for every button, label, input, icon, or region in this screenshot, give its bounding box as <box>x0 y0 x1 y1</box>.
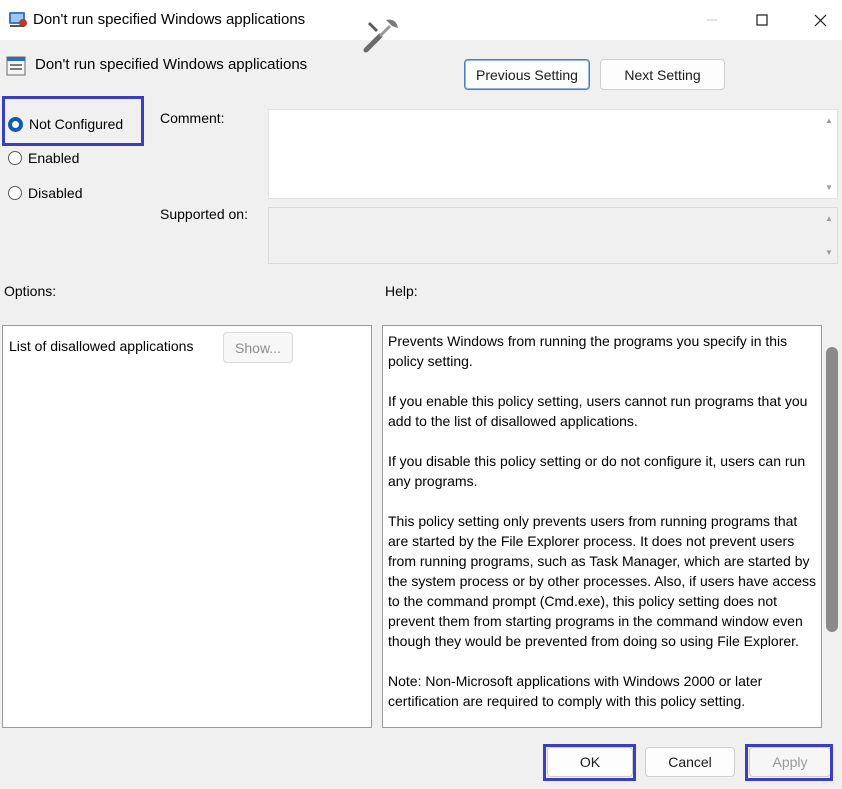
radio-disabled[interactable] <box>8 185 82 201</box>
group-policy-icon <box>8 10 28 28</box>
window-title: Don't run specified Windows applications <box>33 11 306 28</box>
help-scrollbar-thumb[interactable] <box>826 347 838 632</box>
options-panel <box>2 325 372 728</box>
scroll-down-icon[interactable]: ▼ <box>825 248 833 257</box>
comment-field[interactable] <box>268 109 838 199</box>
radio-label-enabled: Enabled <box>28 150 80 166</box>
highlight-box <box>745 744 833 781</box>
scroll-down-icon[interactable]: ▼ <box>825 183 833 192</box>
radio-unselected-icon <box>8 186 22 200</box>
supported-scrollbar[interactable] <box>821 208 837 263</box>
help-paragraph: If you enable this policy setting, users cannot run programs that you add to the list of disallowed applications. <box>388 393 808 429</box>
show-button[interactable]: Show... <box>223 332 293 363</box>
radio-unselected-icon <box>8 151 22 165</box>
close-icon <box>814 14 827 27</box>
maximize-button[interactable] <box>734 0 790 40</box>
radio-label-not-configured: Not Configured <box>29 116 124 132</box>
help-panel <box>382 325 822 728</box>
supported-on-field <box>268 207 838 264</box>
highlight-box <box>543 744 636 781</box>
options-label: Options: <box>4 283 57 299</box>
tools-icon <box>356 10 404 58</box>
previous-setting-button[interactable]: Previous Setting <box>464 59 590 90</box>
cancel-button[interactable]: Cancel <box>645 747 735 777</box>
radio-label-disabled: Disabled <box>28 185 83 201</box>
scroll-up-icon[interactable]: ▲ <box>825 214 833 223</box>
help-paragraph: Note: Non-Microsoft applications with Windows 2000 or later certification are required to comply with this policy setting. <box>388 673 763 709</box>
disallowed-apps-label: List of disallowed applications <box>9 338 194 354</box>
next-setting-button[interactable]: Next Setting <box>600 59 725 90</box>
help-label: Help: <box>385 283 418 299</box>
help-text <box>388 331 816 728</box>
supported-on-label: Supported on: <box>160 206 248 222</box>
highlight-box <box>2 96 144 146</box>
comment-scrollbar[interactable] <box>821 110 837 198</box>
help-paragraph: If you disable this policy setting or do not configure it, users can run any programs. <box>388 453 806 489</box>
close-button[interactable] <box>792 0 842 40</box>
scroll-up-icon[interactable]: ▲ <box>825 116 833 125</box>
minimize-button[interactable] <box>684 0 740 40</box>
minimize-icon <box>706 14 718 26</box>
comment-label: Comment: <box>160 110 225 126</box>
apply-button[interactable]: Apply <box>749 747 831 777</box>
ok-button[interactable]: OK <box>547 747 633 777</box>
radio-enabled[interactable] <box>8 150 79 166</box>
help-paragraph: Prevents Windows from running the programs you specify in this policy setting. <box>388 333 788 369</box>
help-paragraph: This policy setting only prevents users from running programs that are started by the File Explorer process. It does not prevent users from running programs, such as Task Manager, which are started by the system process or by other processes. Also, if users have access to the command prompt (Cmd.exe), this policy setting does not prevent them from starting programs in the command window even though they would be prevented from doing so using File Explorer. <box>388 513 816 649</box>
maximize-icon <box>756 14 768 26</box>
policy-setting-icon <box>6 56 26 76</box>
policy-name: Don't run specified Windows applications <box>35 56 308 73</box>
